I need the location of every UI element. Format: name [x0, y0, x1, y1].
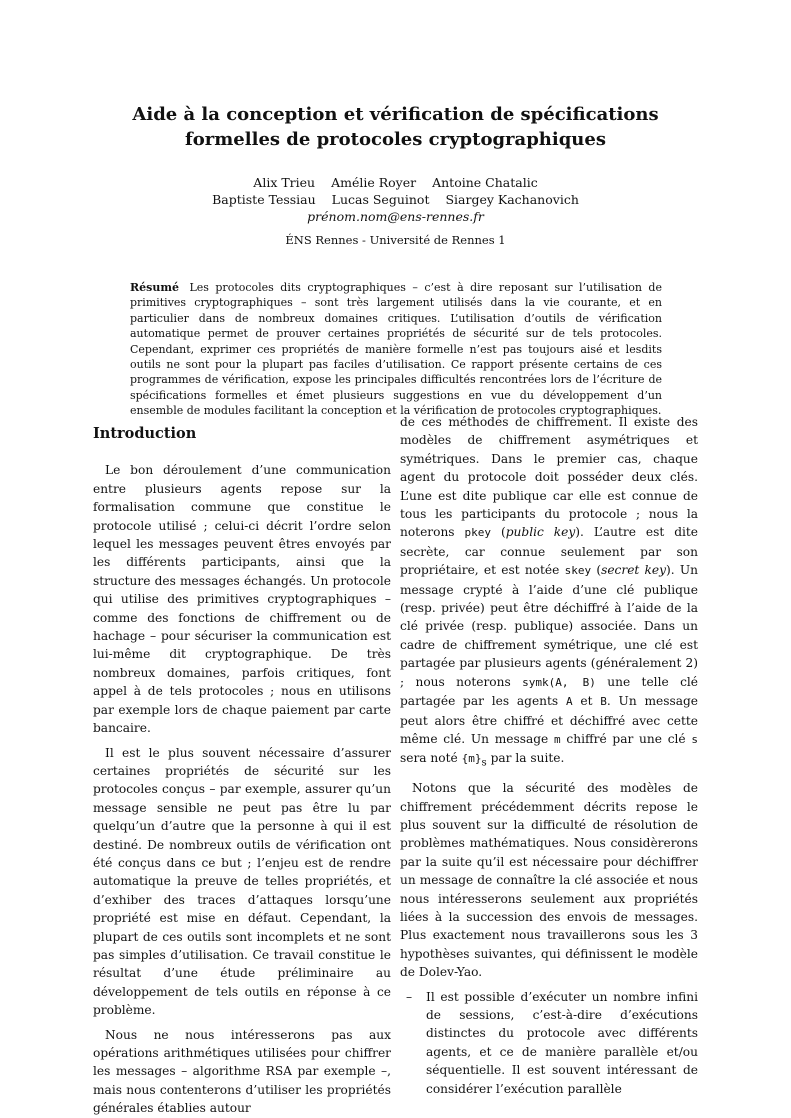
symk-code: symk(A, B)	[522, 675, 596, 689]
agent-a-code: A	[565, 695, 573, 709]
affiliation: ÉNS Rennes - Université de Rennes 1	[285, 233, 506, 247]
text-run: ). L’autre est dite secrète, car connue seulement par son propriétaire, et est notée	[400, 525, 699, 578]
author-name: Baptiste Tessiau	[212, 192, 316, 207]
intro-paragraph-continued	[400, 413, 698, 773]
text-run: une telle clé partagée par les agents	[400, 674, 699, 709]
title-line-1: Aide à la conception et vérification de spécifications	[132, 104, 659, 125]
paper-title	[60, 102, 731, 152]
author-name: Antoine Chatalic	[432, 175, 538, 190]
author-row-2	[60, 191, 731, 208]
skey-code: skey	[564, 564, 592, 578]
encrypted-message-code: {m}	[461, 752, 482, 766]
encrypted-subscript: s	[481, 757, 487, 769]
author-name: Lucas Seguinot	[331, 192, 430, 207]
right-column	[400, 413, 699, 1096]
list-item-text: Il est possible d’exécuter un nombre infini de sessions, c’est-à-dire d’exécutions distinctes du protocole avec différents agents, et ce de manière parallèle et/ou séquentielle. Il est souvent intéressant de considérer l’exécution parallèle	[426, 989, 698, 1096]
intro-paragraph-2: Il est le plus souvent nécessaire d’assurer certaines propriétés de sécurité sur les protocoles conçus – par exemple, assurer qu’un message sensible ne peut pas être lu par quelqu’un d’autre que la personne à qui il est destiné. De nombreux outils de vérification ont été conçus dans ce but ; l’enjeu est de rendre automatique la preuve de telles propriétés, et d’exhiber des traces d’attaques lorsqu’une propriété est mise en défaut. Cependant, la plupart de ces outils sont incomplets et ne sont pas simples d’utilisation. Ce travail constitue le résultat d’une étude préliminaire au développement de tels outils en réponse à ce problème.	[93, 745, 391, 1018]
section-heading-introduction: Introduction	[93, 425, 197, 442]
author-name: Alix Trieu	[253, 175, 316, 190]
list-item	[406, 988, 698, 1098]
author-email: prénom.nom@ens-rennes.fr	[307, 209, 484, 224]
text-run: (	[500, 525, 506, 540]
text-run: par la suite.	[490, 751, 565, 766]
abstract-label: Résumé	[130, 281, 179, 294]
text-run: chiffré par une clé	[566, 731, 686, 746]
text-run: (	[596, 563, 602, 578]
text-run: sera noté	[400, 751, 458, 766]
intro-paragraph-1: Le bon déroulement d’une communication entre plusieurs agents repose sur la formalisation commune que constitue le protocole utilisé ; celui-ci décrit l’ordre selon lequel les messages peuvent êtres envoyés par les différents participants, ainsi que la structure des messages échangés. Un protocole qui utilise des primitives cryptographiques – comme des fonctions de chiffrement ou de hachage – pour sécuriser la communication est lui-même dit cryptographique. De très nombreux domaines, parfois critiques, font appel à de tels protocoles ; nous en utilisons par exemple lors de chaque paiement par carte bancaire.	[93, 463, 391, 736]
author-block	[60, 174, 731, 225]
pkey-code: pkey	[464, 526, 492, 540]
list-dash: –	[406, 989, 413, 1004]
text-run: . Un message peut alors être chiffré et déchiffré avec cette même clé. Un message	[400, 694, 699, 746]
key-s-code: s	[691, 732, 699, 746]
author-name: Siargey Kachanovich	[445, 192, 579, 207]
intro-paragraph-3: Nous ne nous intéresserons pas aux opérations arithmétiques utilisées pour chiffrer les messages – algorithme RSA par exemple –, mais nous contenterons d’utiliser les propriétés générales établies autour	[93, 1027, 391, 1116]
text-run: et	[580, 694, 593, 709]
left-column	[93, 420, 391, 1116]
author-row-1	[60, 174, 731, 191]
title-line-2: formelles de protocoles cryptographiques	[185, 129, 606, 150]
author-name: Amélie Royer	[331, 175, 417, 190]
secret-key-term: secret key	[601, 563, 667, 578]
hypothesis-list	[400, 988, 698, 1098]
abstract-text: Les protocoles dits cryptographiques – c’est à dire reposant sur l’utilisation de primitives cryptographiques – sont très largement utilisés dans la vie courante, et en particulier dans de nombreux domaines critiques. L’utilisation d’outils de vérification automatique permet de prouver certaines propriétés de sécurité sur de tels protocoles. Cependant, exprimer ces propriétés de manière formelle n’est pas toujours aisé et lesdits outils ne sont pour la plupart pas faciles d’utilisation. Ce rapport présente certains de ces programmes de vérification, expose les principales difficultés rencontrées lors de l’écriture de spécifications formelles et émet plusieurs suggestions en vue du développement d’un ensemble de modules facilitant la conception et la vérification de protocoles cryptographiques.	[130, 281, 662, 418]
message-m-code: m	[554, 732, 561, 746]
text-run: de ces méthodes de chiffrement. Il existe des modèles de chiffrement asymétriques et symétriques. Dans le premier cas, chaque agent du protocole doit posséder deux clés. L’une est dite publique car elle est connue de tous les participants du protocole ; nous la noterons	[400, 415, 698, 540]
agent-b-code: B	[600, 695, 607, 709]
intro-paragraph-4: Notons que la sécurité des modèles de chiffrement précédemment décrits repose le plus souvent sur la difficulté de résolution de problèmes mathématiques. Nous considèrerons par la suite qu’il est nécessaire pour déchiffrer un message de connaître la clé associée et nous nous intéresserons seulement aux propriétés liées à la succession des envois de messages. Plus exactement nous travaillerons sous les 3 hypothèses suivantes, qui définissent le modèle de Dolev-Yao.	[400, 781, 698, 980]
abstract	[130, 280, 662, 419]
public-key-term: public key	[505, 525, 576, 540]
text-run: ). Un message crypté à l’aide d’une clé publique (resp. privée) peut être déchiffré à l’aide de la clé privée (resp. publique) associée. Dans un cadre de chiffrement symétrique, une clé est partagée par plusieurs agents (généralement 2) ; nous noterons	[400, 563, 699, 689]
